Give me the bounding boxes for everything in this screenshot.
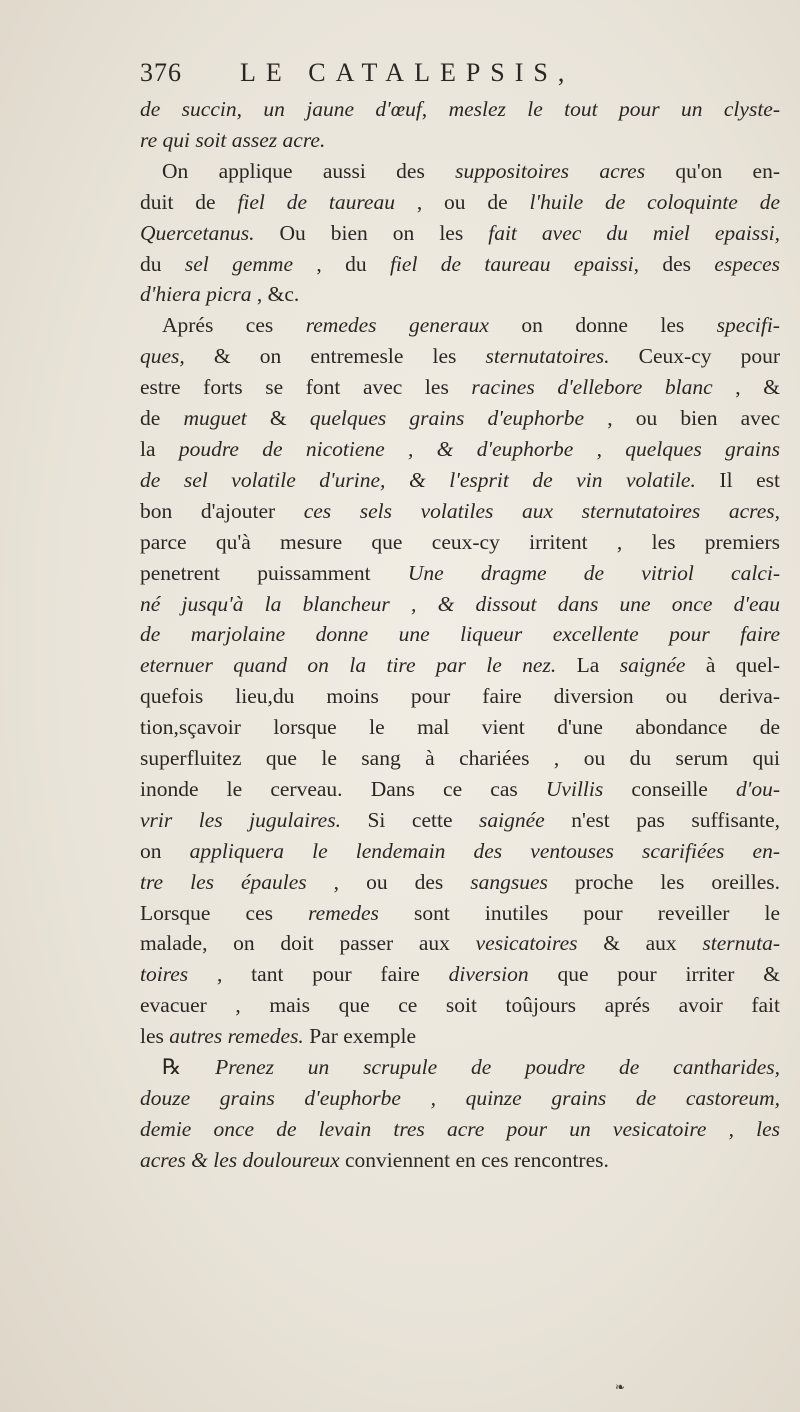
text-line — [140, 619, 780, 650]
text-line — [140, 372, 780, 403]
text-line — [140, 867, 780, 898]
text-line — [140, 156, 780, 187]
text-run: , &c. — [251, 282, 300, 307]
text-line — [140, 465, 780, 496]
text-line — [140, 1052, 780, 1083]
text-run: Par exemple — [303, 1024, 417, 1049]
page-number: 376 — [140, 58, 182, 87]
text-run: de — [140, 406, 184, 431]
text-run: , ou de — [394, 189, 530, 214]
running-title: LE CATALEPSIS, — [240, 58, 575, 87]
text-run: Aprés ces — [162, 313, 306, 338]
italic-run: tre les épaules — [140, 869, 307, 894]
text-line — [140, 125, 780, 156]
text-run: superfluitez que le sang à chariées , ou du serum qui — [140, 746, 780, 771]
italic-run: remedes generaux — [305, 313, 489, 338]
italic-run: saignée — [619, 653, 686, 678]
text-run: conviennent en ces rencontres. — [339, 1147, 609, 1172]
italic-run: vrir les jugulaires. — [140, 807, 341, 832]
italic-run: Quercetanus. — [140, 220, 255, 245]
text-line — [140, 496, 780, 527]
italic-run: Prenez un scrupule de poudre de cantharides, — [215, 1055, 780, 1080]
text-run: La — [556, 653, 620, 678]
text-line — [140, 310, 780, 341]
text-run: que pour irriter & — [528, 962, 780, 987]
italic-run: d'hiera picra — [140, 282, 252, 307]
text-run: malade, on doit passer aux — [140, 931, 476, 956]
text-line — [140, 712, 780, 743]
text-run: sont inutiles pour reveiller le — [378, 900, 780, 925]
text-run: du — [140, 251, 185, 276]
text-line — [140, 681, 780, 712]
italic-run: muguet — [183, 406, 247, 431]
text-run: On applique aussi des — [162, 158, 456, 183]
italic-run: Uvillis — [545, 776, 604, 801]
text-line — [140, 928, 780, 959]
text-line — [140, 959, 780, 990]
text-run: la — [140, 436, 179, 461]
text-line — [140, 805, 780, 836]
text-run: , ou des — [306, 869, 471, 894]
text-line — [140, 836, 780, 867]
italic-run: specifi- — [716, 313, 780, 338]
italic-run: fiel de taureau epaissi — [389, 251, 634, 276]
italic-run: d'ou- — [735, 776, 780, 801]
text-run: penetrent puissamment — [140, 560, 408, 585]
text-run: duit de — [140, 189, 238, 214]
text-run: , & — [712, 375, 780, 400]
italic-run: eternuer quand on la tire par le nez. — [140, 653, 557, 678]
text-run: , des — [633, 251, 715, 276]
text-run: inonde le cerveau. Dans ce cas — [140, 776, 546, 801]
text-line — [140, 218, 780, 249]
text-run: bon d'ajouter — [140, 498, 304, 523]
text-run: Si cette — [340, 807, 480, 832]
italic-run: de succin, un jaune d'œuf, meslez le tout pour un clyste- — [140, 97, 780, 121]
italic-run: vesicatoires — [475, 931, 578, 956]
text-line — [140, 527, 780, 558]
text-run: , tant pour faire — [188, 962, 449, 987]
italic-run: quelques grains d'euphorbe — [309, 406, 585, 431]
text-run: qu'on en- — [645, 158, 780, 183]
text-run: tion,sçavoir lorsque le mal vient d'une abondance de — [140, 715, 780, 740]
text-run: evacuer , mais que ce soit toûjours aprés avoir fait — [140, 993, 780, 1018]
italic-run: saignée — [479, 807, 545, 832]
italic-run: douze grains d'euphorbe , quinze grains de castoreum, — [140, 1086, 780, 1110]
text-run: & — [246, 406, 310, 431]
text-run: Lorsque ces — [140, 900, 309, 925]
italic-run: poudre de nicotiene , & d'euphorbe , quelques grains — [178, 436, 780, 461]
italic-run: ces sels volatiles aux sternutatoires acres, — [303, 498, 780, 523]
text-line — [140, 774, 780, 805]
italic-run: né jusqu'à la blancheur , & dissout dans une once d'eau — [140, 591, 780, 616]
italic-run: acres & les douloureux — [140, 1147, 340, 1172]
italic-run: remedes — [308, 900, 379, 925]
italic-run: especes — [714, 251, 780, 276]
text-line — [140, 898, 780, 929]
text-line — [140, 434, 780, 465]
italic-run: autres remedes. — [169, 1024, 304, 1049]
text-run: parce qu'à mesure que ceux-cy irritent , les premiers — [140, 529, 780, 554]
italic-run: fait avec du miel epaissi, — [488, 220, 780, 245]
text-line — [140, 1145, 780, 1176]
text-run: conseille — [603, 776, 736, 801]
italic-run: ques, — [140, 344, 185, 369]
italic-run: racines d'ellebore blanc — [471, 375, 713, 400]
text-run: & on entremesle les — [184, 344, 486, 369]
italic-run: sangsues — [470, 869, 548, 894]
text-run: Il est — [695, 467, 780, 492]
text-run: quefois lieu,du moins pour faire diversion ou deriva- — [140, 684, 780, 709]
italic-run: de marjolaine donne une liqueur excellente pour faire — [140, 622, 780, 647]
italic-run: appliquera le lendemain des ventouses scarifiées en- — [189, 838, 780, 863]
text-line — [140, 403, 780, 434]
text-line — [140, 249, 780, 280]
text-run: à quel- — [685, 653, 780, 678]
italic-run: sel gemme — [184, 251, 293, 276]
text-run: n'est pas suffisante, — [544, 807, 780, 832]
text-run: & aux — [577, 931, 703, 956]
text-line — [140, 1083, 780, 1114]
text-run: Ceux-cy pour — [609, 344, 780, 369]
body-text — [140, 94, 780, 1176]
italic-run: toires — [140, 962, 189, 987]
italic-run: suppositoires acres — [455, 158, 646, 183]
text-run: on — [140, 838, 190, 863]
italic-run: demie once de levain tres acre pour un vesicatoire , les — [140, 1116, 780, 1141]
text-run: estre forts se font avec les — [140, 375, 472, 400]
text-run: ℞ — [162, 1055, 216, 1080]
text-line — [140, 187, 780, 218]
text-line — [140, 743, 780, 774]
text-run: , ou bien avec — [584, 406, 780, 431]
italic-run: sternutatoires. — [485, 344, 610, 369]
italic-run: sternuta- — [702, 931, 780, 956]
text-line — [140, 94, 780, 125]
text-run: on donne les — [488, 313, 717, 338]
italic-run: diversion — [448, 962, 529, 987]
text-line — [140, 589, 780, 620]
text-line — [140, 1021, 780, 1052]
italic-run: re qui soit assez acre. — [140, 127, 326, 152]
text-line — [140, 650, 780, 681]
text-line — [140, 1114, 780, 1145]
italic-run: de sel volatile d'urine, & l'esprit de vin volatile. — [140, 467, 696, 492]
italic-run: fiel de taureau — [237, 189, 395, 214]
italic-run: Une dragme de vitriol calci- — [407, 560, 780, 585]
page-header — [140, 58, 760, 94]
text-line — [140, 341, 780, 372]
text-run: , du — [293, 251, 390, 276]
text-run: proche les oreilles. — [547, 869, 780, 894]
text-run: les — [140, 1024, 170, 1049]
italic-run: l'huile de coloquinte de — [529, 189, 780, 214]
text-line — [140, 990, 780, 1021]
text-line — [140, 558, 780, 589]
printer-mark: ❧ — [615, 1380, 626, 1394]
text-run: Ou bien on les — [254, 220, 489, 245]
text-line — [140, 279, 780, 310]
